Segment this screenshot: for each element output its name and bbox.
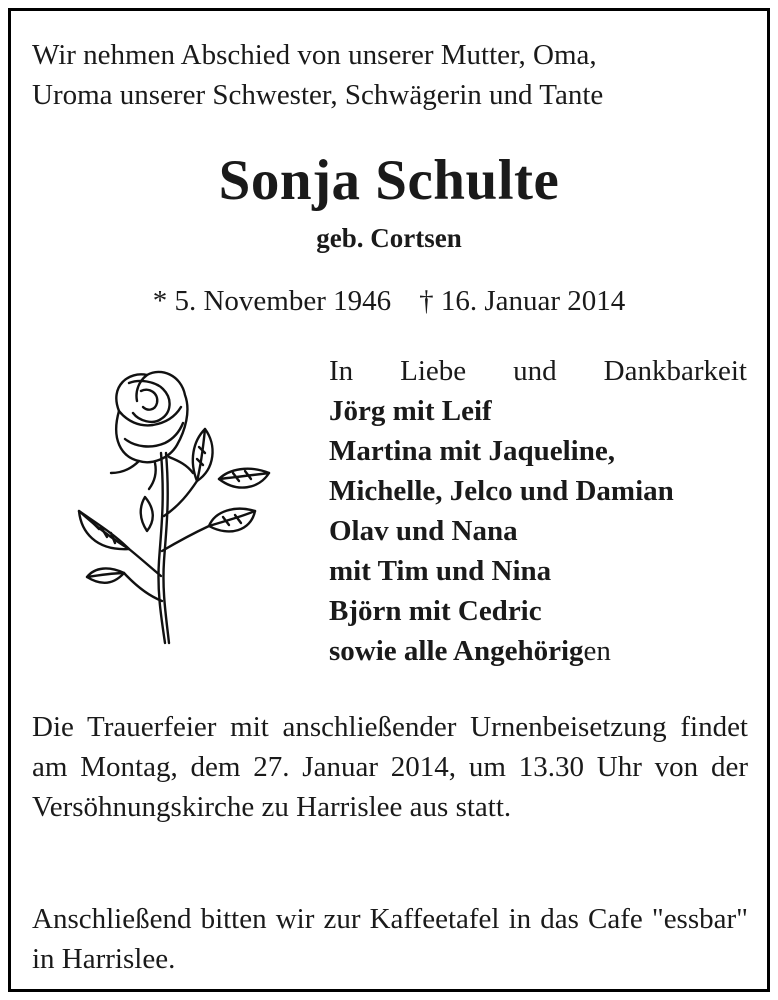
family-list [329, 351, 747, 671]
family-member-line: mit Tim und Nina [329, 555, 552, 587]
funeral-service-text: Die Trauerfeier mit anschließender Urnenbeisetzung findet am Montag, dem 27. Januar 2014, um 13.30 Uhr von der Versöhnungskirche zu Harrislee aus statt. [32, 711, 748, 823]
family-member-line: Michelle, Jelco und Damian [329, 475, 674, 507]
family-member-line: Olav und Nana [329, 515, 518, 547]
reception-text: Anschließend bitten wir zur Kaffeetafel in das Cafe "essbar" in Harrislee. [32, 903, 748, 975]
relatives-suffix: en [583, 635, 611, 667]
intro-line-1: Wir nehmen Abschied von unserer Mutter, Oma, [32, 39, 597, 71]
family-member-line: Björn mit Cedric [329, 595, 542, 627]
family-member-line: Jörg mit Leif [329, 395, 492, 427]
birth-date: * 5. November 1946 [152, 285, 392, 317]
deceased-name: Sonja Schulte [218, 149, 560, 212]
family-intro: In Liebe und Dankbarkeit [329, 355, 747, 387]
maiden-name: geb. Cortsen [316, 223, 462, 253]
death-date: † 16. Januar 2014 [419, 285, 626, 317]
obituary-notice [8, 8, 770, 992]
relatives-bold: sowie alle Angehörig [329, 635, 584, 667]
rose-icon [69, 361, 279, 651]
intro-line-2: Uroma unserer Schwester, Schwägerin und Tante [32, 79, 604, 111]
family-member-line: Martina mit Jaqueline, [329, 435, 615, 467]
family-relatives-line [329, 631, 747, 671]
life-dates [11, 281, 767, 321]
intro-text [32, 35, 752, 115]
